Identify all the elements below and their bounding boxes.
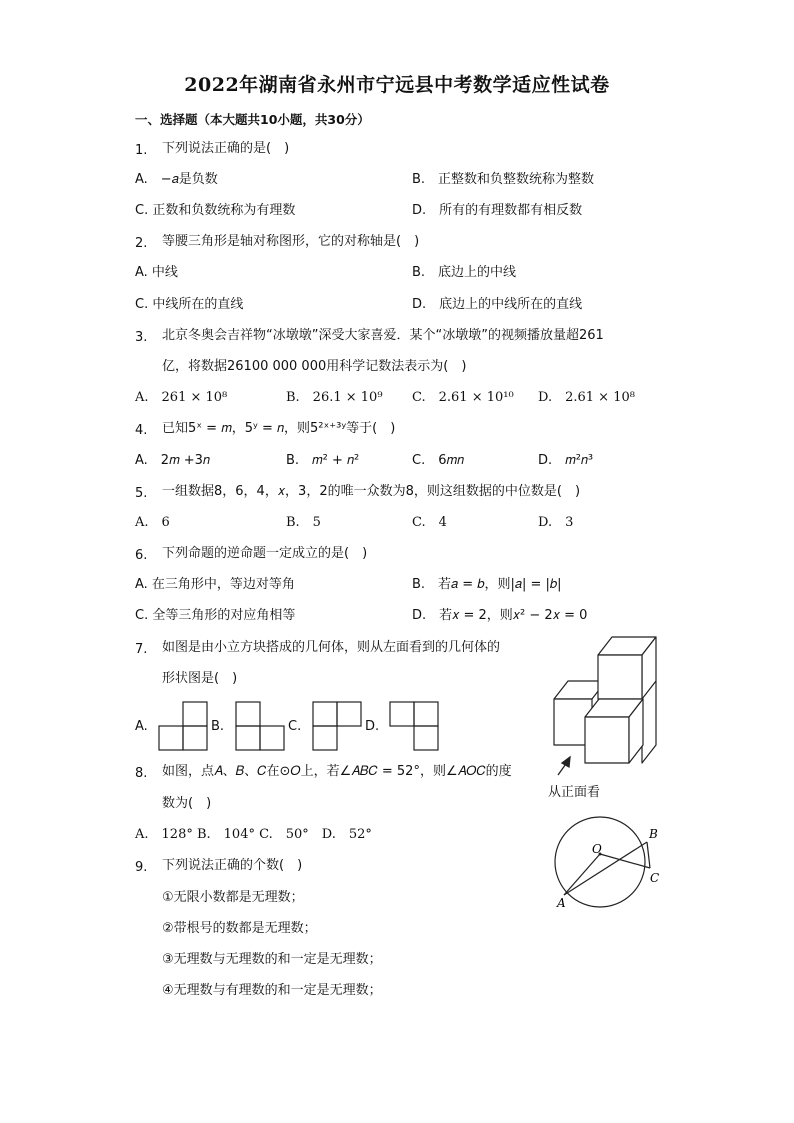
options-line: A. 128° B. 104° C. 50° D. 52°	[135, 827, 372, 842]
question-text: 下列说法正确的个数( )	[162, 858, 303, 873]
page-title: 2022年湖南省永州市宁远县中考数学适应性试卷	[184, 74, 610, 96]
statement-3: ③无理数与无理数的和一定是无理数；	[162, 952, 382, 967]
question-number: 4.	[135, 423, 148, 438]
question-number: 9.	[135, 860, 148, 875]
label-a: A	[557, 896, 566, 910]
question-text: 下列说法正确的是( )	[162, 141, 290, 156]
option-d: D. 所有的有理数都有相反数	[412, 203, 583, 218]
option-c: C.	[288, 719, 302, 734]
option-b: B. 正整数和负整数统称为整数	[412, 172, 595, 187]
option-b-figure	[235, 701, 285, 755]
label-b: B	[649, 827, 658, 841]
option-c: C. 6𝑚𝑛	[412, 453, 465, 468]
section-heading: 一、选择题（本大题共10小题，共30分）	[135, 112, 370, 127]
question-text: 如图是由小立方块搭成的几何体，则从左面看到的几何体的	[162, 640, 501, 655]
option-b: B. 5	[286, 515, 321, 530]
label-o: O	[592, 842, 602, 856]
statement-2: ②带根号的数都是无理数；	[162, 921, 317, 936]
question-number: 7.	[135, 642, 148, 657]
question-number: 5.	[135, 486, 148, 501]
option-a: A. 中线	[135, 265, 178, 280]
question-number: 8.	[135, 766, 148, 781]
statement-4: ④无理数与有理数的和一定是无理数；	[162, 983, 382, 998]
option-a: A. −𝑎是负数	[135, 172, 218, 187]
cubes-figure	[548, 635, 663, 795]
question-number: 3.	[135, 330, 148, 345]
option-b: B. 底边上的中线	[412, 265, 517, 280]
question-text: 已知5ˣ = 𝑚，5ʸ = 𝑛，则5²ˣ⁺³ʸ等于( )	[162, 421, 396, 436]
option-a: A. 261 × 10⁸	[135, 390, 228, 405]
option-d-figure	[389, 701, 439, 755]
option-a: A. 在三角形中，等边对等角	[135, 577, 295, 592]
option-c: C. 2.61 × 10¹⁰	[412, 390, 514, 405]
option-a: A. 6	[135, 515, 170, 530]
option-d: D. 底边上的中线所在的直线	[412, 297, 583, 312]
question-text-cont: 数为( )	[162, 796, 212, 811]
option-a-figure	[158, 701, 208, 755]
question-text: 下列命题的逆命题一定成立的是( )	[162, 546, 368, 561]
question-number: 6.	[135, 548, 148, 563]
option-d: D.	[365, 719, 380, 734]
option-d: D. 若𝑥 = 2，则𝑥² − 2𝑥 = 0	[412, 608, 588, 623]
question-text-cont: 形状图是( )	[162, 671, 238, 686]
option-c: C. 4	[412, 515, 447, 530]
figure-caption: 从正面看	[548, 785, 601, 800]
question-text: 等腰三角形是轴对称图形，它的对称轴是( )	[162, 234, 420, 249]
question-text: 一组数据8，6，4，𝑥，3，2的唯一众数为8，则这组数据的中位数是( )	[162, 484, 581, 499]
option-b: B. 若𝑎 = 𝑏，则|𝑎| = |𝑏|	[412, 577, 562, 592]
option-a: A. 2𝑚 +3𝑛	[135, 453, 210, 468]
option-c: C. 全等三角形的对应角相等	[135, 608, 296, 623]
option-d: D. 2.61 × 10⁸	[538, 390, 635, 405]
question-text-cont: 亿，将数据26100 000 000用科学记数法表示为( )	[162, 359, 467, 374]
option-d: D. 𝑚²𝑛³	[538, 453, 594, 468]
option-b: B. 26.1 × 10⁹	[286, 390, 383, 405]
label-c: C	[650, 871, 660, 885]
option-c: C. 中线所在的直线	[135, 297, 244, 312]
question-number: 2.	[135, 236, 148, 251]
option-d: D. 3	[538, 515, 574, 530]
option-b: B. 𝑚² + 𝑛²	[286, 453, 360, 468]
question-number: 1.	[135, 143, 148, 158]
option-c-figure	[312, 701, 362, 755]
circle-figure	[545, 820, 670, 910]
statement-1: ①无限小数都是无理数；	[162, 890, 304, 905]
option-a: A.	[135, 719, 148, 734]
option-c: C. 正数和负数统称为有理数	[135, 203, 296, 218]
option-b: B.	[211, 719, 225, 734]
question-text: 北京冬奥会吉祥物“冰墩墩”深受大家喜爱．某个“冰墩墩”的视频播放量超261	[162, 328, 604, 343]
question-text: 如图，点𝐴、𝐵、𝐶在⊙𝑂上，若∠𝐴𝐵𝐶 = 52°，则∠𝐴𝑂𝐶的度	[162, 764, 512, 779]
